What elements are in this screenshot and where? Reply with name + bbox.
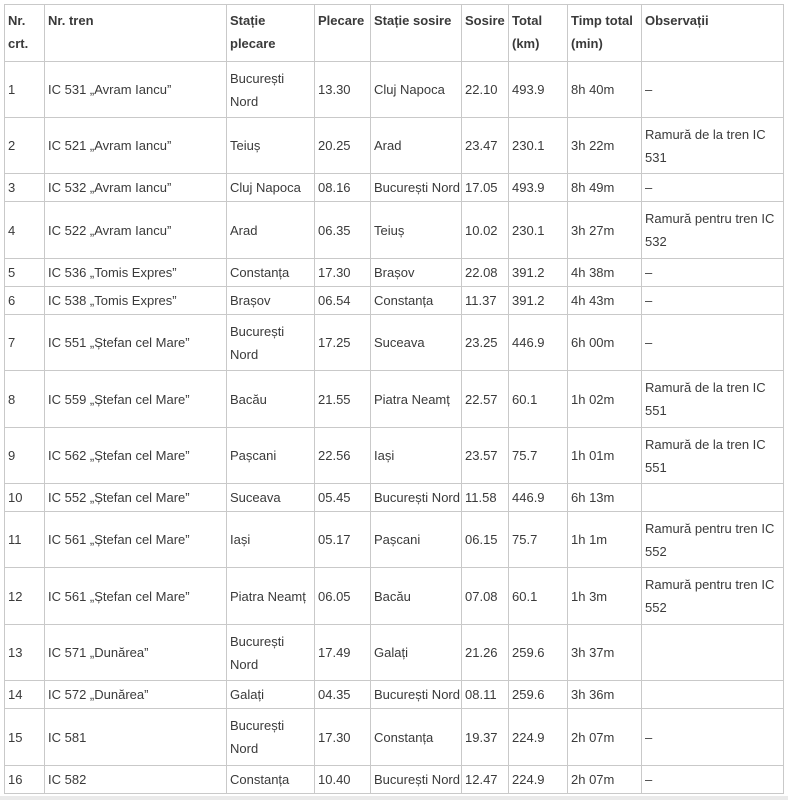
cell-total-time: 1h 1m — [568, 512, 642, 568]
cell-total-km: 259.6 — [509, 625, 568, 681]
header-arrival-station: Stație sosire — [371, 5, 462, 62]
cell-observations: – — [642, 259, 784, 287]
cell-observations: Ramură de la tren IC 551 — [642, 428, 784, 484]
cell-arrival-station: Brașov — [371, 259, 462, 287]
cell-arrival-time: 12.47 — [462, 766, 509, 794]
cell-departure-time: 08.16 — [315, 174, 371, 202]
cell-nr-crt: 4 — [5, 202, 45, 259]
cell-total-time: 2h 07m — [568, 709, 642, 766]
cell-arrival-station: Constanța — [371, 287, 462, 315]
cell-nr-crt: 1 — [5, 62, 45, 118]
cell-arrival-station: Constanța — [371, 709, 462, 766]
cell-arrival-station: București Nord — [371, 681, 462, 709]
cell-observations: – — [642, 287, 784, 315]
cell-departure-time: 05.17 — [315, 512, 371, 568]
table-row — [5, 174, 784, 202]
table-row — [5, 428, 784, 484]
cell-departure-time: 17.30 — [315, 709, 371, 766]
cell-departure-time: 05.45 — [315, 484, 371, 512]
cell-arrival-time: 22.08 — [462, 259, 509, 287]
cell-train-number: IC 571 „Dunărea” — [45, 625, 227, 681]
table-row — [5, 681, 784, 709]
cell-departure-time: 21.55 — [315, 371, 371, 428]
cell-departure-time: 13.30 — [315, 62, 371, 118]
cell-observations: Ramură pentru tren IC 552 — [642, 512, 784, 568]
cell-train-number: IC 562 „Ștefan cel Mare” — [45, 428, 227, 484]
cell-train-number: IC 531 „Avram Iancu” — [45, 62, 227, 118]
cell-departure-station: Cluj Napoca — [227, 174, 315, 202]
table-row — [5, 512, 784, 568]
cell-nr-crt: 12 — [5, 568, 45, 625]
cell-train-number: IC 522 „Avram Iancu” — [45, 202, 227, 259]
cell-departure-station: Teiuș — [227, 118, 315, 174]
table-row — [5, 315, 784, 371]
cell-arrival-station: Pașcani — [371, 512, 462, 568]
cell-observations: Ramură de la tren IC 551 — [642, 371, 784, 428]
cell-arrival-time: 21.26 — [462, 625, 509, 681]
cell-arrival-station: Piatra Neamț — [371, 371, 462, 428]
cell-arrival-station: Cluj Napoca — [371, 62, 462, 118]
cell-nr-crt: 11 — [5, 512, 45, 568]
cell-train-number: IC 561 „Ștefan cel Mare” — [45, 512, 227, 568]
cell-nr-crt: 5 — [5, 259, 45, 287]
cell-total-time: 3h 22m — [568, 118, 642, 174]
cell-arrival-time: 07.08 — [462, 568, 509, 625]
cell-total-km: 75.7 — [509, 428, 568, 484]
cell-arrival-station: Teiuș — [371, 202, 462, 259]
cell-observations: – — [642, 62, 784, 118]
cell-departure-time: 20.25 — [315, 118, 371, 174]
cell-train-number: IC 572 „Dunărea” — [45, 681, 227, 709]
cell-nr-crt: 2 — [5, 118, 45, 174]
cell-arrival-station: București Nord — [371, 766, 462, 794]
cell-train-number: IC 582 — [45, 766, 227, 794]
cell-departure-station: Constanța — [227, 259, 315, 287]
cell-arrival-time: 06.15 — [462, 512, 509, 568]
cell-departure-time: 17.30 — [315, 259, 371, 287]
cell-departure-time: 06.54 — [315, 287, 371, 315]
header-total-km: Total (km) — [509, 5, 568, 62]
header-row — [5, 5, 784, 62]
train-timetable — [4, 4, 784, 794]
cell-departure-station: Galați — [227, 681, 315, 709]
cell-nr-crt: 7 — [5, 315, 45, 371]
table-row — [5, 568, 784, 625]
table-row — [5, 202, 784, 259]
cell-nr-crt: 3 — [5, 174, 45, 202]
cell-departure-time: 22.56 — [315, 428, 371, 484]
cell-total-km: 230.1 — [509, 202, 568, 259]
cell-total-time: 8h 40m — [568, 62, 642, 118]
cell-nr-crt: 13 — [5, 625, 45, 681]
cell-departure-time: 04.35 — [315, 681, 371, 709]
cell-train-number: IC 532 „Avram Iancu” — [45, 174, 227, 202]
cell-departure-time: 10.40 — [315, 766, 371, 794]
cell-total-km: 224.9 — [509, 709, 568, 766]
cell-total-time: 3h 37m — [568, 625, 642, 681]
cell-departure-station: București Nord — [227, 625, 315, 681]
header-total-time: Timp total (min) — [568, 5, 642, 62]
cell-arrival-station: Iași — [371, 428, 462, 484]
cell-observations: – — [642, 315, 784, 371]
header-departure-station: Stație plecare — [227, 5, 315, 62]
table-row — [5, 259, 784, 287]
cell-total-km: 446.9 — [509, 315, 568, 371]
cell-departure-station: Brașov — [227, 287, 315, 315]
cell-departure-time: 06.35 — [315, 202, 371, 259]
cell-departure-station: București Nord — [227, 62, 315, 118]
cell-departure-station: Suceava — [227, 484, 315, 512]
cell-total-km: 259.6 — [509, 681, 568, 709]
table-row — [5, 287, 784, 315]
header-nr-crt: Nr. crt. — [5, 5, 45, 62]
table-row — [5, 625, 784, 681]
table-row — [5, 766, 784, 794]
cell-total-km: 493.9 — [509, 174, 568, 202]
cell-observations: – — [642, 174, 784, 202]
cell-arrival-time: 23.57 — [462, 428, 509, 484]
cell-total-time: 1h 01m — [568, 428, 642, 484]
cell-total-time: 8h 49m — [568, 174, 642, 202]
cell-total-time: 4h 38m — [568, 259, 642, 287]
cell-train-number: IC 581 — [45, 709, 227, 766]
cell-arrival-station: Arad — [371, 118, 462, 174]
cell-total-time: 3h 36m — [568, 681, 642, 709]
cell-train-number: IC 561 „Ștefan cel Mare” — [45, 568, 227, 625]
cell-arrival-station: București Nord — [371, 174, 462, 202]
cell-total-km: 75.7 — [509, 512, 568, 568]
cell-observations — [642, 681, 784, 709]
cell-departure-station: Pașcani — [227, 428, 315, 484]
cell-arrival-time: 22.10 — [462, 62, 509, 118]
cell-arrival-station: Bacău — [371, 568, 462, 625]
cell-nr-crt: 10 — [5, 484, 45, 512]
cell-train-number: IC 536 „Tomis Expres” — [45, 259, 227, 287]
cell-departure-station: Iași — [227, 512, 315, 568]
cell-total-time: 4h 43m — [568, 287, 642, 315]
cell-departure-station: Bacău — [227, 371, 315, 428]
table-row — [5, 484, 784, 512]
cell-departure-time: 17.49 — [315, 625, 371, 681]
header-arrival-time: Sosire — [462, 5, 509, 62]
cell-total-km: 391.2 — [509, 287, 568, 315]
cell-total-time: 6h 13m — [568, 484, 642, 512]
cell-observations: – — [642, 766, 784, 794]
cell-departure-time: 17.25 — [315, 315, 371, 371]
cell-total-time: 1h 3m — [568, 568, 642, 625]
cell-total-time: 2h 07m — [568, 766, 642, 794]
cell-nr-crt: 16 — [5, 766, 45, 794]
cell-observations: Ramură pentru tren IC 532 — [642, 202, 784, 259]
cell-nr-crt: 8 — [5, 371, 45, 428]
cell-departure-station: Piatra Neamț — [227, 568, 315, 625]
cell-observations: Ramură pentru tren IC 552 — [642, 568, 784, 625]
cell-departure-station: București Nord — [227, 709, 315, 766]
header-train-number: Nr. tren — [45, 5, 227, 62]
cell-arrival-time: 23.47 — [462, 118, 509, 174]
cell-departure-time: 06.05 — [315, 568, 371, 625]
cell-arrival-time: 10.02 — [462, 202, 509, 259]
cell-observations: – — [642, 709, 784, 766]
cell-arrival-time: 11.58 — [462, 484, 509, 512]
cell-total-km: 493.9 — [509, 62, 568, 118]
cell-arrival-time: 23.25 — [462, 315, 509, 371]
cell-arrival-time: 08.11 — [462, 681, 509, 709]
cell-observations: Ramură de la tren IC 531 — [642, 118, 784, 174]
cell-nr-crt: 14 — [5, 681, 45, 709]
bottom-strip — [0, 796, 788, 800]
header-departure-time: Plecare — [315, 5, 371, 62]
cell-departure-station: București Nord — [227, 315, 315, 371]
cell-nr-crt: 15 — [5, 709, 45, 766]
cell-total-time: 1h 02m — [568, 371, 642, 428]
cell-total-km: 60.1 — [509, 371, 568, 428]
cell-arrival-time: 11.37 — [462, 287, 509, 315]
cell-train-number: IC 551 „Ștefan cel Mare” — [45, 315, 227, 371]
cell-total-km: 224.9 — [509, 766, 568, 794]
cell-observations — [642, 625, 784, 681]
cell-departure-station: Arad — [227, 202, 315, 259]
cell-arrival-time: 22.57 — [462, 371, 509, 428]
cell-arrival-station: Suceava — [371, 315, 462, 371]
cell-departure-station: Constanța — [227, 766, 315, 794]
cell-arrival-time: 19.37 — [462, 709, 509, 766]
cell-train-number: IC 552 „Ștefan cel Mare” — [45, 484, 227, 512]
cell-arrival-station: București Nord — [371, 484, 462, 512]
cell-train-number: IC 559 „Ștefan cel Mare” — [45, 371, 227, 428]
cell-train-number: IC 538 „Tomis Expres” — [45, 287, 227, 315]
cell-arrival-time: 17.05 — [462, 174, 509, 202]
header-observations: Observații — [642, 5, 784, 62]
cell-total-km: 446.9 — [509, 484, 568, 512]
cell-arrival-station: Galați — [371, 625, 462, 681]
cell-observations — [642, 484, 784, 512]
cell-total-km: 60.1 — [509, 568, 568, 625]
table-row — [5, 118, 784, 174]
table-row — [5, 371, 784, 428]
cell-nr-crt: 9 — [5, 428, 45, 484]
cell-nr-crt: 6 — [5, 287, 45, 315]
cell-total-time: 3h 27m — [568, 202, 642, 259]
table-row — [5, 62, 784, 118]
cell-total-time: 6h 00m — [568, 315, 642, 371]
cell-total-km: 391.2 — [509, 259, 568, 287]
cell-train-number: IC 521 „Avram Iancu” — [45, 118, 227, 174]
table-row — [5, 709, 784, 766]
cell-total-km: 230.1 — [509, 118, 568, 174]
